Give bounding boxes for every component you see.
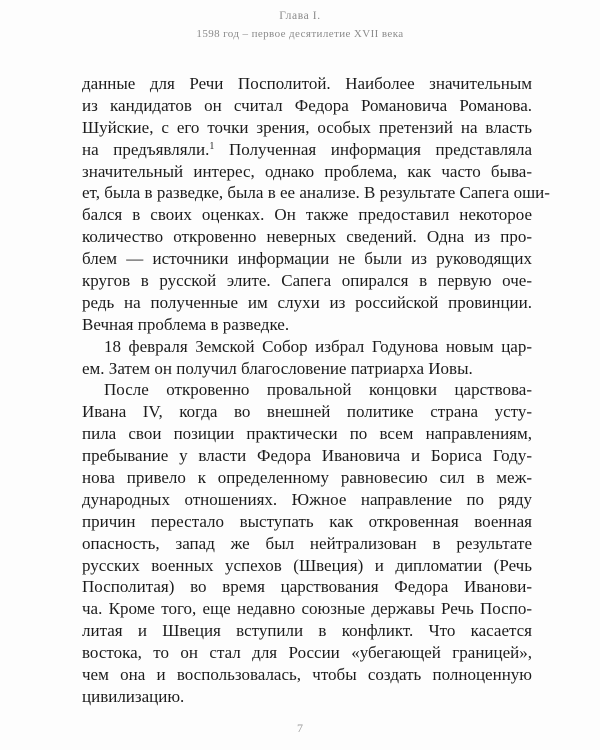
text-line: пила свои позиции практически по всем направлениям, [82,424,532,444]
text-line: дународных отношениях. Южное направление по ряду [82,489,532,509]
text-line: причин перестало выступать как откровенная военная [82,511,532,531]
text-line: Ивана IV, когда во внешней политике страна усту- [82,402,532,422]
text-line: Вечная проблема в разведке. [82,314,290,334]
text-line: данные для Речи Посполитой. Наиболее значительным [82,74,532,93]
text-line: Шуйские, с его точки зрения, особых претензий на власть [82,117,532,137]
text-line: ет, была в разведке, была в ее анализе. В результате Сапега оши- [82,183,550,203]
text-line: чем она и воспользовалась, чтобы создать полноценную [82,665,532,685]
text-line: После откровенно провальной концовки царствова- [104,380,532,400]
text-line: ча. Кроме того, еще недавно союзные державы Речь Поспо- [82,599,532,619]
text-line: кругов в русской элите. Сапега опирался в первую оче- [82,271,532,291]
text-line: опасность, запад же был нейтрализован в результате [82,533,532,553]
text-line: пребывание у власти Федора Ивановича и Бориса Году- [82,446,532,466]
text-line: нова привело к определенному равновесию сил в меж- [82,468,532,488]
text-line: редь на полученные им слухи из российской провинции. [82,292,532,312]
text-line: бался в своих оценках. Он также предоставил некоторое [82,205,532,225]
text-line: Посполитая) во время царствования Федора Иванови- [82,577,532,597]
paragraph [82,379,532,707]
page-number: 7 [297,721,303,735]
text-line: 18 февраля Земской Собор избрал Годунова новым цар- [104,336,532,356]
text-line: востока, то он стал для России «убегающей границей», [82,643,532,663]
paragraph [82,73,550,336]
running-head-chapter: Глава I. [279,10,321,22]
text-fragment: на предъявляли. [82,139,210,159]
footnote-marker[interactable]: 1 [209,140,215,152]
text-line [82,139,532,161]
body-text [82,73,550,708]
text-line: значительный интерес, однако проблема, как часто быва- [82,161,532,181]
text-line: из кандидатов он считал Федора Романовича Романова. [82,95,532,115]
text-line: ем. Затем он получил благословение патриарха Иовы. [82,358,473,378]
text-line: блем — источники информации не были из руководящих [82,249,532,269]
text-line: количество откровенно неверных сведений. Одна из про- [82,227,532,247]
text-line: цивилизацию. [82,686,185,706]
text-line: русских военных успехов (Швеция) и дипломатии (Речь [82,555,532,575]
paragraph [82,336,532,380]
running-head-title: 1598 год – первое десятилетие XVII века [196,28,404,40]
text-line: литая и Швеция вступили в конфликт. Что касается [82,621,532,641]
text-fragment: Полученная информация представляла [214,139,532,159]
